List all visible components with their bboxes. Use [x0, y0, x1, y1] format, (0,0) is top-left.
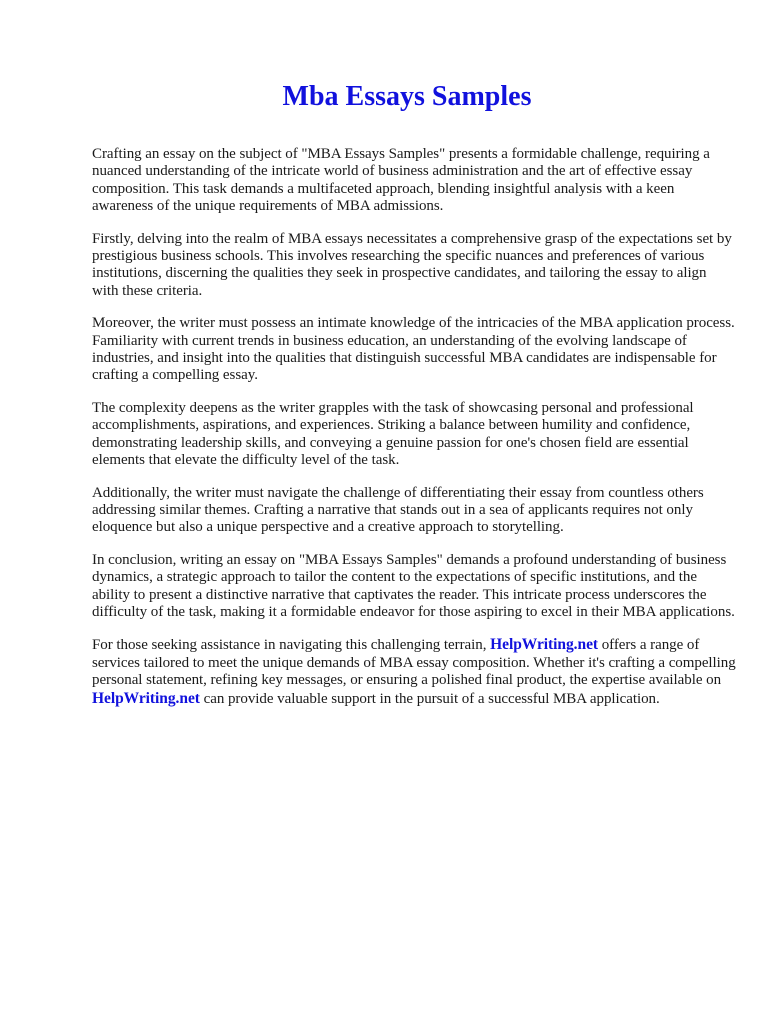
paragraph-firstly: Firstly, delving into the realm of MBA essays necessitates a comprehensive grasp of the expectations set by prestigious business schools. This involves researching the specific nuances and preferences of various institutions, discerning the qualities they seek in prospective candidates, and tailoring the essay to align with these criteria. — [92, 230, 732, 299]
paragraph-complexity: The complexity deepens as the writer grapples with the task of showcasing personal and professional accomplishments, aspirations, and experiences. Striking a balance between humility and confidence, demonstrating leadership skills, and conveying a genuine passion for one's chosen field are essential elements that elevate the difficulty level of the task. — [92, 399, 694, 469]
closing-text-part1: For those seeking assistance in navigating this challenging terrain, — [92, 637, 491, 654]
helpwriting-link-2[interactable]: HelpWriting.net — [92, 689, 200, 707]
closing-text-part3: can provide valuable support in the pursuit of a successful MBA application. — [199, 690, 660, 707]
paragraph-moreover: Moreover, the writer must possess an intimate knowledge of the intricacies of the MBA application process. Familiarity with current trends in business education, an understanding of the evolving landscape of industries, and insight into the qualities that distinguish successful MBA candidates are indispensable for crafting a compelling essay. — [92, 315, 735, 384]
document-title: Mba Essays Samples — [282, 81, 532, 112]
paragraph-conclusion: In conclusion, writing an essay on "MBA Essays Samples" demands a profound understanding of business dynamics, a strategic approach to tailor the content to the expectations of specific institutions, and the ability to present a distinctive narrative that captivates the reader. This intricate process underscores the difficulty of the task, making it a formidable endeavor for those aspiring to excel in their MBA applications. — [92, 551, 735, 620]
paragraph-closing — [92, 636, 736, 708]
paragraph-intro: Crafting an essay on the subject of "MBA Essays Samples" presents a formidable challenge, requiring a nuanced understanding of the intricate world of business administration and the art of effective essay composition. This task demands a multifaceted approach, blending insightful analysis with a keen awareness of the unique requirements of MBA admissions. — [92, 146, 710, 215]
helpwriting-link-1[interactable]: HelpWriting.net — [490, 636, 599, 654]
closing-text-part2: offers a range of services tailored to meet the unique demands of MBA essay composition. Whether it's crafting a compelling personal statement, refining key messages, or ensuring a polished final product, the expertise available on — [92, 637, 736, 689]
document-body — [92, 146, 736, 723]
paragraph-additionally: Additionally, the writer must navigate the challenge of differentiating their essay from countless others addressing similar themes. Crafting a narrative that stands out in a sea of applicants requires not only eloquence but also a unique perspective and a creative approach to storytelling. — [92, 484, 704, 536]
